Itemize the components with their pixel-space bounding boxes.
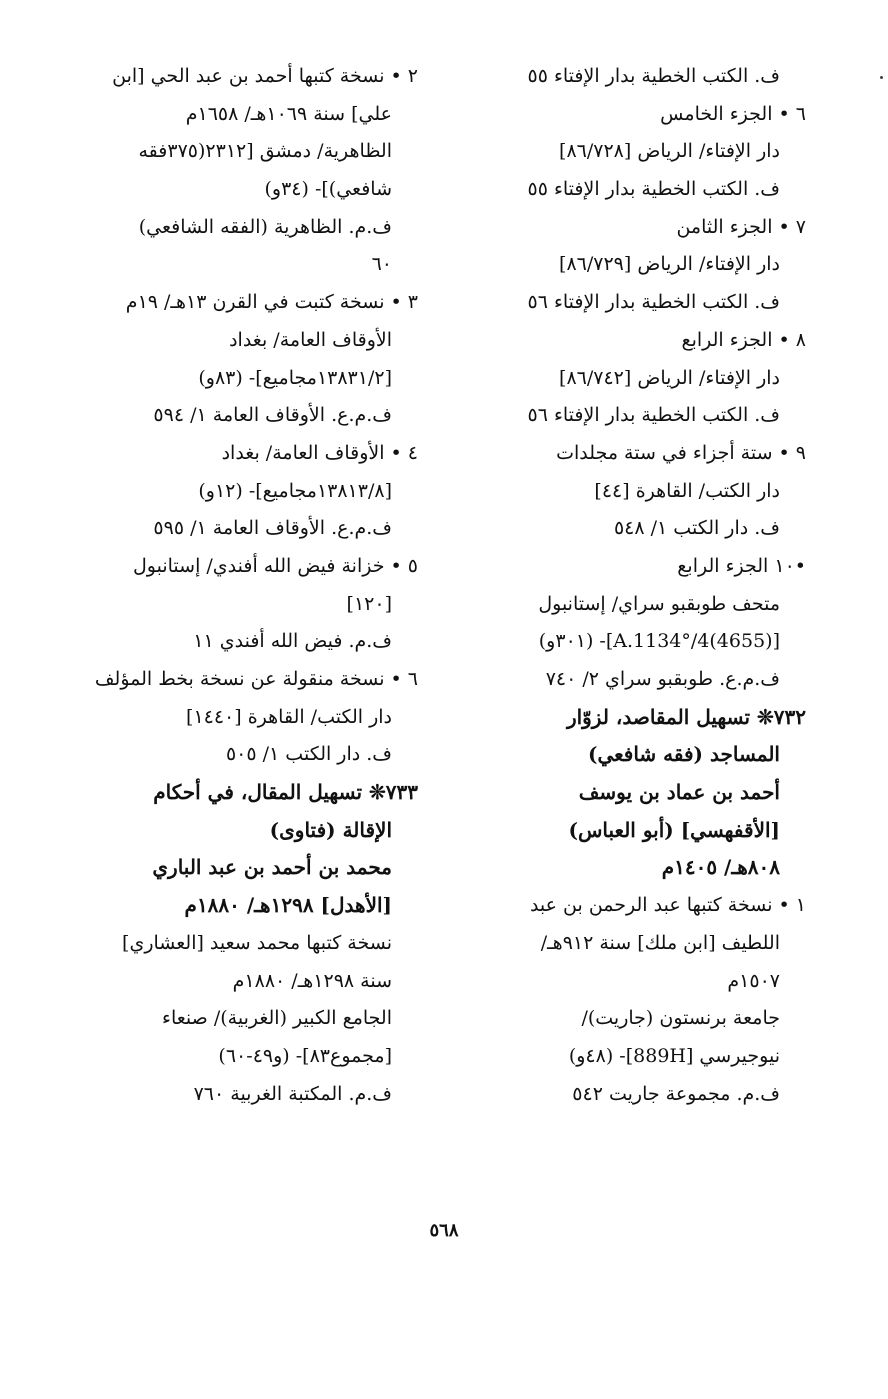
entry-line: [A.1134°/4(4655)]- (٣٠١و) <box>538 630 780 653</box>
entry-line: ف. دار الكتب ١/ ٥٤٨ <box>613 517 780 540</box>
entry-line: دار الإفتاء/ الرياض [٨٦/٧٢٩] <box>559 253 780 276</box>
entry-line: دار الإفتاء/ الرياض [٨٦/٧٤٢] <box>559 366 780 389</box>
entry-line: الجامع الكبير (الغربية)/ صنعاء <box>162 1007 392 1030</box>
right-column <box>468 58 806 1113</box>
entry-line: ف. الكتب الخطية بدار الإفتاء ٥٦ <box>527 291 780 314</box>
entry-line: دار الكتب/ القاهرة [٤٤] <box>594 479 780 502</box>
entry-line: اللطيف [ابن ملك] سنة ٩١٢هـ/ <box>540 931 780 954</box>
entry-line: دار الكتب/ القاهرة [١٤٤٠] <box>186 705 392 728</box>
entry-line: ف. الكتب الخطية بدار الإفتاء ٥٦ <box>527 404 780 427</box>
entry-line: دار الإفتاء/ الرياض [٨٦/٧٢٨] <box>559 140 780 163</box>
entry-line: ف.م.ع. الأوقاف العامة ١/ ٥٩٤ <box>153 404 392 427</box>
entry-line: شافعي)]- (٣٤و) <box>264 178 392 201</box>
entry-heading-line: ٨٠٨هـ/ ١٤٠٥م <box>661 855 780 880</box>
entry-line: [١٢٠] <box>346 592 392 615</box>
entry-line: سنة ١٢٩٨هـ/ ١٨٨٠م <box>232 969 392 992</box>
entry-line: ف.م. مجموعة جاريت ٥٤٢ <box>572 1082 780 1105</box>
entry-heading-line: ٧٣٣❊ تسهيل المقال، في أحكام <box>153 780 418 805</box>
entry-line: ف. الكتب الخطية بدار الإفتاء ٥٥ <box>527 65 780 87</box>
entry-line: علي] سنة ١٠٦٩هـ/ ١٦٥٨م <box>185 102 392 125</box>
entry-line: الأوقاف العامة/ بغداد <box>229 328 392 351</box>
entry-line: ٥ • خزانة فيض الله أفندي/ إستانبول <box>133 554 418 577</box>
entry-line: ف. الكتب الخطية بدار الإفتاء ٥٥ <box>527 178 780 201</box>
entry-heading-line: المساجد (فقه شافعي) <box>588 742 780 767</box>
entry-line: الظاهرية/ دمشق [٢٣١٢(٣٧٥فقه <box>138 140 392 163</box>
entry-line: ٨ • الجزء الرابع <box>681 328 806 351</box>
entry-heading-line: أحمد بن عماد بن يوسف <box>578 780 780 805</box>
entry-line: ٣ • نسخة كتبت في القرن ١٣هـ/ ١٩م <box>125 291 418 314</box>
entry-line: ٦ • نسخة منقولة عن نسخة بخط المؤلف <box>94 668 418 690</box>
entry-line: [١٣٨٣١/٢مجاميع]- (٨٣و) <box>198 366 392 389</box>
entry-heading-line: [الأهدل] ١٢٩٨هـ/ ١٨٨٠م <box>184 893 392 918</box>
entry-line: ٧ • الجزء الثامن <box>676 215 806 238</box>
entry-line: نسخة كتبها محمد سعيد [العشاري] <box>122 931 392 954</box>
page-number: ٥٦٨ <box>429 1220 459 1241</box>
entry-line: [مجموع٨٣]- (و٤٩-٦٠) <box>218 1044 392 1067</box>
entry-heading-line: الإقالة (فتاوى) <box>269 817 392 842</box>
entry-heading-line: ٧٣٢❊ تسهيل المقاصد، لزوّار <box>566 704 806 729</box>
entry-line: ٤ • الأوقاف العامة/ بغداد <box>221 441 418 464</box>
scan-speck <box>880 76 883 79</box>
entry-line: [١٣٨١٣/٨مجاميع]- (١٢و) <box>198 479 392 502</box>
entry-heading-line: [الأقفهسي] (أبو العباس) <box>568 817 780 842</box>
entry-line: ٦٠ <box>371 253 392 276</box>
entry-heading-line: محمد بن أحمد بن عبد الباري <box>152 855 392 880</box>
entry-line: ١ • نسخة كتبها عبد الرحمن بن عبد <box>529 894 806 917</box>
entry-line: جامعة برنستون (جاريت)/ <box>581 1007 780 1030</box>
entry-line: ف.م.ع. طوبقبو سراي ٢/ ٧٤٠ <box>545 668 780 690</box>
entry-line: نيوجيرسي [889H]- (٤٨و) <box>568 1044 780 1067</box>
entry-line: •١٠ الجزء الرابع <box>677 554 806 577</box>
entry-line: ف.م.ع. الأوقاف العامة ١/ ٥٩٥ <box>153 517 392 540</box>
entry-line: ١٥٠٧م <box>727 969 780 992</box>
left-column <box>80 58 418 1113</box>
entry-line: ٩ • ستة أجزاء في ستة مجلدات <box>556 441 806 464</box>
entry-line: ف. دار الكتب ١/ ٥٠٥ <box>225 743 392 766</box>
entry-line: ٦ • الجزء الخامس <box>660 102 806 125</box>
entry-line: ف.م. فيض الله أفندي ١١ <box>193 630 392 653</box>
entry-line: ٢ • نسخة كتبها أحمد بن عبد الحي [ابن <box>112 65 418 87</box>
entry-line: متحف طوبقبو سراي/ إستانبول <box>538 592 780 615</box>
entry-line: ف.م. المكتبة الغربية ٧٦٠ <box>193 1082 392 1105</box>
entry-line: ف.م. الظاهرية (الفقه الشافعي) <box>138 215 392 238</box>
